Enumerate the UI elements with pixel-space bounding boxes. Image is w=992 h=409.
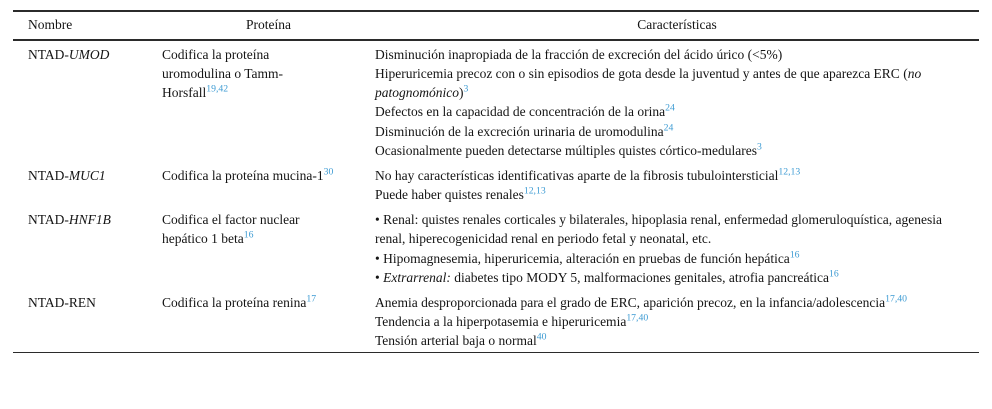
characteristics-table xyxy=(13,10,979,353)
text-segment: Tendencia a la hiperpotasemia e hiperuricemia xyxy=(375,314,627,330)
paper-table-container xyxy=(13,10,979,353)
header-caracteristicas: Características xyxy=(375,11,979,40)
reference-superscript[interactable]: 17,40 xyxy=(885,293,908,305)
reference-superscript[interactable]: 16 xyxy=(828,268,839,280)
text-segment: Codifica la proteína uromodulina o Tamm-Horsfall xyxy=(162,47,284,101)
text-segment: No hay características identificativas aparte de la fibrosis tubulointersticial xyxy=(375,167,779,183)
text-segment: Codifica el factor nuclear hepático 1 beta xyxy=(162,212,300,247)
reference-superscript[interactable]: 16 xyxy=(789,249,800,261)
features-cell xyxy=(375,40,979,162)
feature-line xyxy=(375,45,969,64)
feature-line xyxy=(375,249,969,268)
table-body xyxy=(13,40,979,353)
reference-superscript[interactable]: 24 xyxy=(665,102,675,114)
reference-superscript[interactable]: 17 xyxy=(306,293,317,305)
text-segment: NTAD- xyxy=(28,47,69,62)
feature-line xyxy=(375,268,969,287)
text-segment: Ocasionalmente pueden detectarse múltiples quistes córtico-medulares xyxy=(375,142,757,158)
reference-superscript[interactable]: 24 xyxy=(663,122,674,134)
text-segment: • Hipomagnesemia, hiperuricemia, alteración en pruebas de función hepática xyxy=(375,250,790,266)
reference-superscript[interactable]: 30 xyxy=(323,166,334,178)
feature-line xyxy=(375,312,969,331)
header-proteina: Proteína xyxy=(162,11,375,40)
text-segment: diabetes tipo MODY 5, malformaciones genitales, atrofia pancreática xyxy=(450,269,829,285)
table-row xyxy=(13,40,979,162)
feature-line xyxy=(375,331,969,350)
feature-line xyxy=(375,166,969,185)
text-segment: Codifica la proteína renina xyxy=(162,294,307,310)
text-segment: • Renal: quistes renales corticales y bilaterales, hipoplasia renal, enfermedad glomeruloquística, agenesia renal, hiperecogenicidad renal en periodo fetal y neonatal, etc. xyxy=(375,212,943,247)
table-header xyxy=(13,11,979,40)
protein-cell xyxy=(162,289,375,353)
reference-superscript[interactable]: 17,40 xyxy=(626,312,649,324)
text-segment: Hiperuricemia precoz con o sin episodios de gota desde la juventud y antes de que aparezca ERC ( xyxy=(375,66,908,82)
text-segment: NTAD- xyxy=(28,167,69,183)
header-row xyxy=(13,11,979,40)
features-cell xyxy=(375,162,979,206)
text-segment: HNF1B xyxy=(68,212,111,228)
feature-line xyxy=(375,185,969,204)
text-segment: Puede haber quistes renales xyxy=(375,187,524,203)
reference-superscript[interactable]: 12,13 xyxy=(523,185,546,197)
reference-superscript[interactable]: 12,13 xyxy=(778,166,801,178)
text-segment: ) xyxy=(459,85,464,101)
table-row xyxy=(13,206,979,289)
feature-line xyxy=(375,210,969,248)
text-segment: Disminución de la excreción urinaria de uromodulina xyxy=(375,123,664,139)
table-row xyxy=(13,289,979,353)
features-cell xyxy=(375,206,979,289)
text-segment: Codifica la proteína mucina-1 xyxy=(162,167,324,183)
feature-line xyxy=(375,64,969,102)
text-segment: Anemia desproporcionada para el grado de ERC, aparición precoz, en la infancia/adolescencia xyxy=(375,294,886,310)
feature-line xyxy=(375,122,969,141)
gene-name-cell xyxy=(13,289,162,353)
protein-cell xyxy=(162,40,375,162)
text-segment: no patognomónico xyxy=(375,66,922,101)
gene-name-cell xyxy=(13,206,162,289)
protein-cell xyxy=(162,162,375,206)
gene-name-cell xyxy=(13,40,162,162)
text-segment: Disminución inapropiada de la fracción de excreción del ácido úrico (<5%) xyxy=(375,47,783,62)
feature-line xyxy=(375,102,969,121)
text-segment: Extrarrenal: xyxy=(383,269,451,285)
header-nombre: Nombre xyxy=(13,11,162,40)
reference-superscript[interactable]: 3 xyxy=(463,83,469,95)
feature-line xyxy=(375,293,969,312)
reference-superscript[interactable]: 16 xyxy=(243,229,254,241)
text-segment: NTAD- xyxy=(28,212,69,228)
gene-name-cell xyxy=(13,162,162,206)
text-segment: Tensión arterial baja o normal xyxy=(375,333,537,349)
text-segment: Defectos en la capacidad de concentración de la orina xyxy=(375,104,666,120)
text-segment: MUC1 xyxy=(68,167,106,183)
reference-superscript[interactable]: 40 xyxy=(536,331,547,343)
text-segment: UMOD xyxy=(68,47,110,62)
text-segment: NTAD-REN xyxy=(28,294,96,310)
table-row xyxy=(13,162,979,206)
reference-superscript[interactable]: 3 xyxy=(757,141,762,153)
feature-line xyxy=(375,141,969,160)
text-segment: • xyxy=(375,269,384,285)
features-cell xyxy=(375,289,979,353)
reference-superscript[interactable]: 19,42 xyxy=(206,83,229,95)
protein-cell xyxy=(162,206,375,289)
